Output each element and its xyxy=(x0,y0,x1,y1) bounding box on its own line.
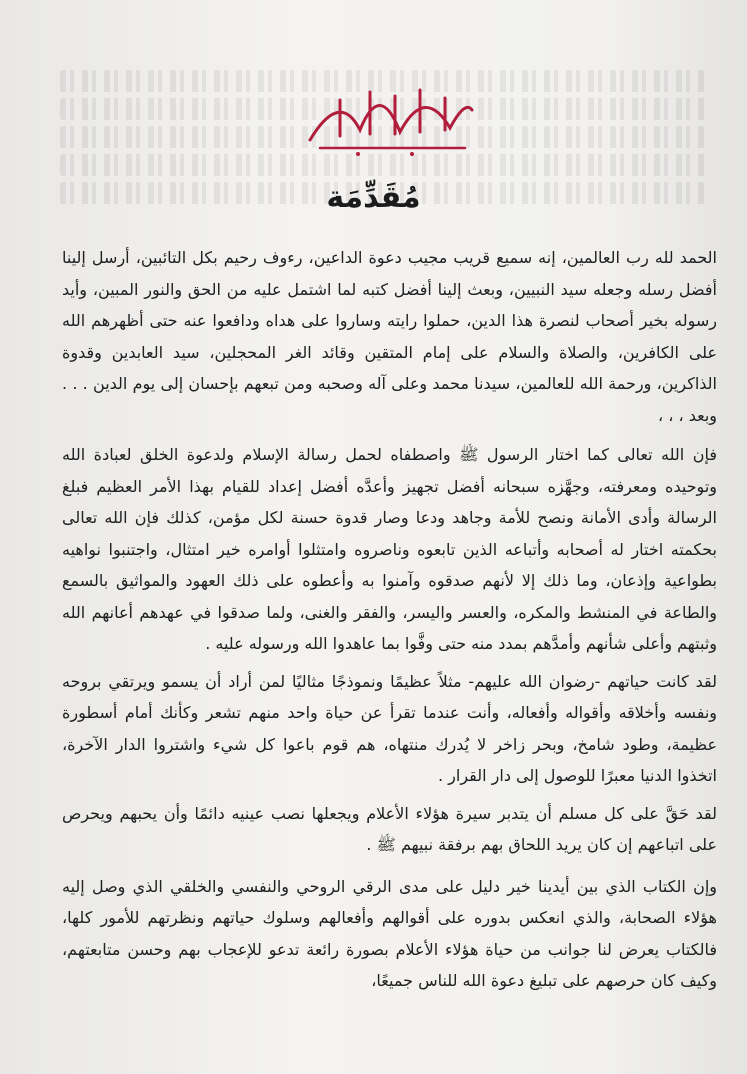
paragraph: وإن الكتاب الذي بين أيدينا خير دليل على مدى الرقي الروحي والنفسي والخلقي الذي وصل إليه هؤلاء الصحابة، والذي انعكس بدوره على أقوالهم وأفعالهم وسلوك حياتهم ونظرتهم للأمور كلها، فالكتاب يعرض لنا جوانب من حياة هؤلاء الأعلام بصورة رائعة تدعو للإعجاب بهم وحسن متابعتهم، وكيف كان حرصهم على تبليغ دعوة الله للناس جميعًا، xyxy=(62,876,717,990)
paragraph: فإن الله تعالى كما اختار الرسول ﷺ واصطفاه لحمل رسالة الإسلام ولدعوة الخلق لعبادة الله وتوحيده ومعرفته، وجهَّزه سبحانه أفضل تجهيز وأعدَّه أفضل إعداد للقيام بهذا الأمر العظيم فبلغ الرسالة وأدى الأمانة ونصح للأمة وجاهد ودعا وصار قدوة حسنة لكل مؤمن، كذلك فإن الله تعالى بحكمته اختار له أصحابه وأتباعه الذين تابعوه وناصروه وامتثلوا أوامره خير امتثال، واجتنبوا نواهيه بطواعية وإذعان، وما ذلك إلا لأنهم صدقوه وآمنوا به وأعطوه على ذلك العهود والمواثيق بالسمع والطاعة في المنشط والمكره، والعسر واليسر، والفقر والغنى، ولما صدقوا في عهدهم أعانهم الله وثبتهم وأعلى شأنهم وأمدَّهم بمدد منه حتى وفَّوا بما عاهدوا الله ورسوله عليه . xyxy=(62,445,717,653)
paragraph: الحمد لله رب العالمين، إنه سميع قريب مجيب دعوة الداعين، رءوف رحيم بكل التائبين، أرسل إلينا أفضل رسله وجعله سيد النبيين، وبعث إلينا أفضل كتبه لما اشتمل عليه من الحق والنور المبين، وأيد رسوله بخير أصحاب لنصرة هذا الدين، حملوا رايته وساروا على هداه ودافعوا عنه حتى أظهرهم الله على الكافرين، والصلاة والسلام على إمام المتقين وقائد الغر المحجلين، سيد العابدين وقدوة الذاكرين، ورحمة الله للعالمين، سيدنا محمد وعلى آله وصحبه ومن تبعهم بإحسان إلى يوم الدين . . . وبعد ، ، ، xyxy=(62,248,717,425)
page-heading: مُقَدِّمَة xyxy=(326,180,421,215)
body-text xyxy=(62,242,717,1005)
paragraph: لقد كانت حياتهم -رضوان الله عليهم- مثلاً عظيمًا ونموذجًا مثاليًا لمن أراد أن يسمو ويرتقي بروحه ونفسه وأخلاقه وأقواله وأفعاله، وأنت عندما تقرأ عن حياة واحد منهم تشعر وكأنك أمام أسطورة عظيمة، وطود شامخ، وبحر زاخر لا يُدرك منتهاه، هم قوم باعوا كل شيء واشتروا الدار الآخرة، اتخذوا الدنيا معبرًا للوصول إلى دار القرار . xyxy=(62,671,717,785)
paragraph: لقد حَقَّ على كل مسلم أن يتدبر سيرة هؤلاء الأعلام ويجعلها نصب عينيه دائمًا وأن يحبهم ويحرص على اتباعهم إن كان يريد اللحاق بهم برفقة نبيهم ﷺ . xyxy=(62,803,717,854)
basmala-flourish-icon xyxy=(300,70,480,160)
basmala-calligraphy xyxy=(300,70,480,160)
